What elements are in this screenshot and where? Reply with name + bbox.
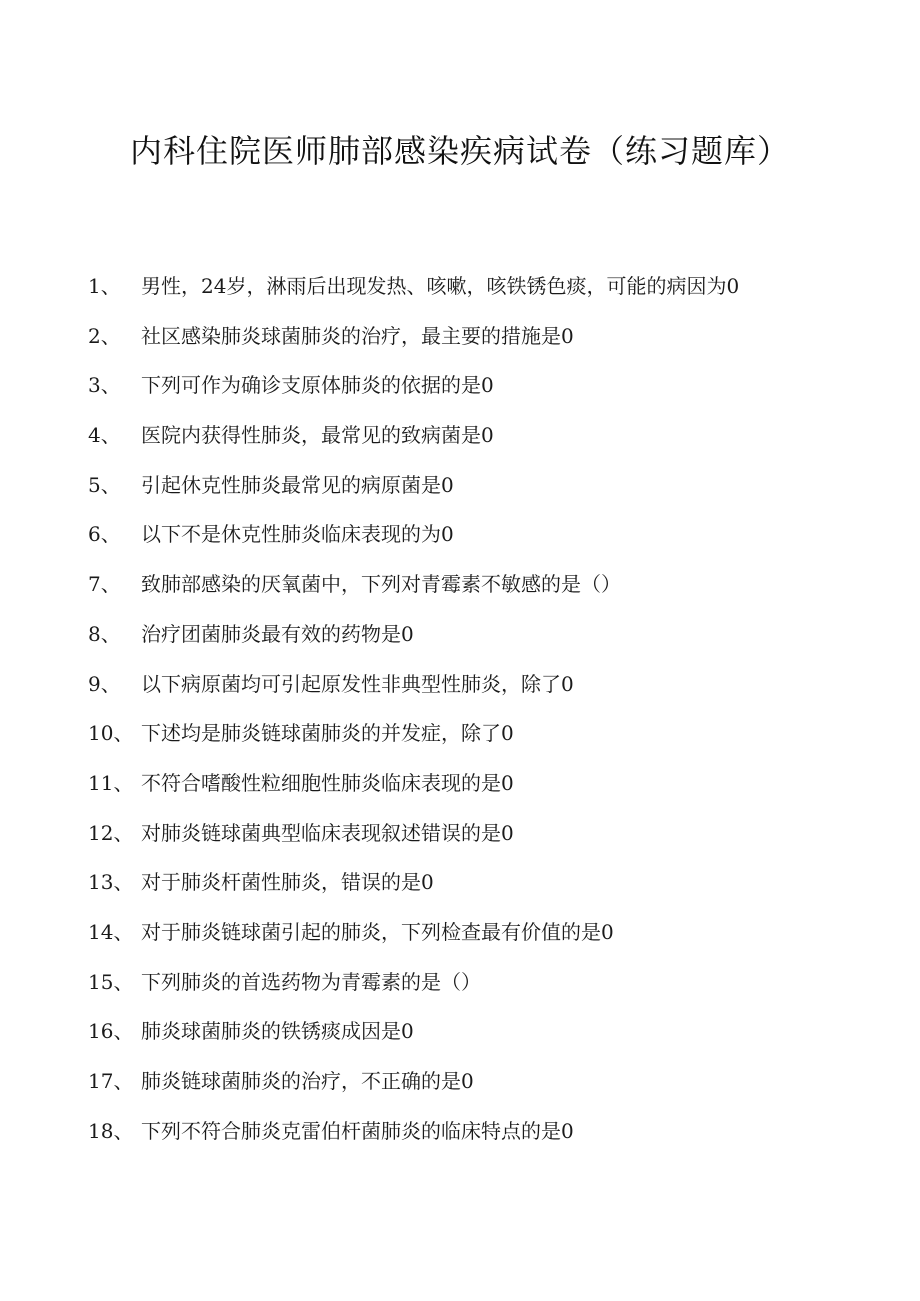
question-number: 4、: [88, 423, 121, 448]
question-text: 对于肺炎链球菌引起的肺炎，下列检查最有价值的是0: [141, 919, 614, 944]
question-number: 6、: [88, 522, 121, 547]
question-item: [0, 911, 920, 961]
question-text: 不符合嗜酸性粒细胞性肺炎临床表现的是0: [141, 770, 514, 795]
question-item: [0, 762, 920, 812]
question-item: [0, 315, 920, 365]
question-number: 5、: [88, 472, 121, 497]
question-text: 男性，24岁，淋雨后出现发热、咳嗽，咳铁锈色痰，可能的病因为0: [141, 274, 740, 298]
question-text: 肺炎球菌肺炎的铁锈痰成因是0: [141, 1019, 414, 1044]
question-item: [0, 1060, 920, 1110]
question-number: 14、: [88, 919, 134, 944]
question-item: [0, 1010, 920, 1060]
question-item: [0, 812, 920, 862]
question-number: 7、: [88, 572, 121, 597]
question-item: [0, 513, 920, 563]
question-number: 2、: [88, 323, 121, 348]
question-number: 12、: [88, 820, 134, 845]
document-title: 内科住院医师肺部感染疾病试卷（练习题库）: [129, 132, 790, 170]
question-item: [0, 464, 920, 514]
question-number: 9、: [88, 671, 121, 696]
question-number: 13、: [88, 870, 134, 895]
question-text: 引起休克性肺炎最常见的病原菌是0: [141, 472, 454, 497]
question-text: 以下病原菌均可引起原发性非典型性肺炎，除了0: [141, 671, 574, 696]
question-item: [0, 961, 920, 1011]
question-text: 下列肺炎的首选药物为青霉素的是（）: [141, 969, 481, 994]
question-text: 下述均是肺炎链球菌肺炎的并发症，除了0: [141, 721, 514, 746]
question-text: 对肺炎链球菌典型临床表现叙述错误的是0: [141, 820, 514, 845]
question-item: [0, 861, 920, 911]
question-item: [0, 663, 920, 713]
question-text: 对于肺炎杆菌性肺炎，错误的是0: [141, 870, 434, 895]
question-number: 17、: [88, 1069, 134, 1093]
question-item: [0, 414, 920, 464]
question-text: 致肺部感染的厌氧菌中，下列对青霉素不敏感的是（）: [141, 572, 621, 597]
question-text: 肺炎链球菌肺炎的治疗，不正确的是0: [141, 1069, 474, 1093]
question-text: 治疗团菌肺炎最有效的药物是0: [141, 621, 414, 646]
question-text: 社区感染肺炎球菌肺炎的治疗，最主要的措施是0: [141, 323, 574, 348]
question-number: 16、: [88, 1019, 134, 1044]
question-text: 以下不是休克性肺炎临床表现的为0: [141, 522, 454, 547]
question-number: 15、: [88, 969, 134, 994]
question-item: [0, 563, 920, 613]
question-item: [0, 712, 920, 762]
question-item: [0, 265, 920, 315]
question-number: 10、: [88, 721, 134, 746]
question-item: [0, 1110, 920, 1160]
question-item: [0, 364, 920, 414]
question-text: 下列不符合肺炎克雷伯杆菌肺炎的临床特点的是0: [141, 1118, 574, 1143]
question-number: 11、: [88, 770, 134, 795]
question-number: 3、: [88, 373, 121, 398]
question-number: 8、: [88, 621, 121, 646]
question-text: 下列可作为确诊支原体肺炎的依据的是0: [141, 373, 494, 398]
question-number: 18、: [88, 1118, 134, 1143]
question-text: 医院内获得性肺炎，最常见的致病菌是0: [141, 423, 494, 448]
question-list: [0, 265, 920, 1159]
question-item: [0, 613, 920, 663]
question-number: 1、: [88, 274, 121, 298]
